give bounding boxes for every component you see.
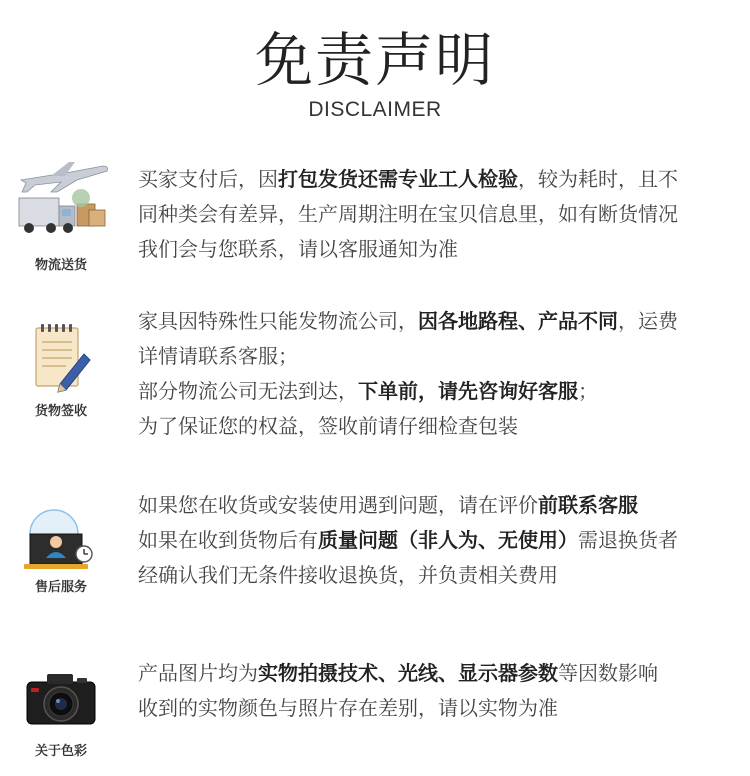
text-line: 产品图片均为实物拍摄技术、光线、显示器参数等因数影响 <box>138 661 658 685</box>
section-label: 关于色彩 <box>34 744 87 759</box>
section-color <box>0 648 750 768</box>
section-text <box>138 488 738 593</box>
text-line: 部分物流公司无法到达，下单前，请先咨询好客服； <box>138 379 598 403</box>
section-logistics <box>0 150 750 280</box>
text-line: 如果您在收货或安装使用遇到问题，请在评价前联系客服 <box>138 493 638 517</box>
text-line: 家具因特殊性只能发物流公司，因各地路程、产品不同，运费 <box>138 309 678 333</box>
text-line: 经确认我们无条件接收退换货，并负责相关费用 <box>138 563 558 587</box>
customer-service-laptop-icon <box>6 508 116 576</box>
text-line: 如果在收到货物后有质量问题（非人为、无使用）需退换货者 <box>138 528 678 552</box>
text-line: 收到的实物颜色与照片存在差别，请以实物为准 <box>138 696 558 720</box>
text-line: 为了保证您的权益，签收前请仔细检查包装 <box>138 414 518 438</box>
page-title: 免责声明 <box>254 26 495 94</box>
section-delivery-receipt <box>0 290 750 450</box>
section-text <box>138 656 738 726</box>
text-line: 详情请联系客服； <box>138 344 298 368</box>
text-line: 买家支付后，因打包发货还需专业工人检验，较为耗时，且不 <box>138 167 678 191</box>
text-line: 同种类会有差异，生产周期注明在宝贝信息里，如有断货情况 <box>138 202 678 226</box>
notepad-pen-icon <box>6 320 116 396</box>
section-text <box>138 162 738 267</box>
camera-icon <box>6 670 116 728</box>
section-label: 货物签收 <box>34 404 87 419</box>
text-line: 我们会与您联系，请以客服通知为准 <box>138 237 458 261</box>
section-after-sales <box>0 480 750 610</box>
section-text <box>138 304 738 444</box>
section-label: 物流送货 <box>34 258 87 273</box>
logistics-airplane-truck-icon <box>6 158 116 238</box>
page-subtitle: DISCLAIMER <box>308 98 442 121</box>
section-label: 售后服务 <box>34 580 87 595</box>
